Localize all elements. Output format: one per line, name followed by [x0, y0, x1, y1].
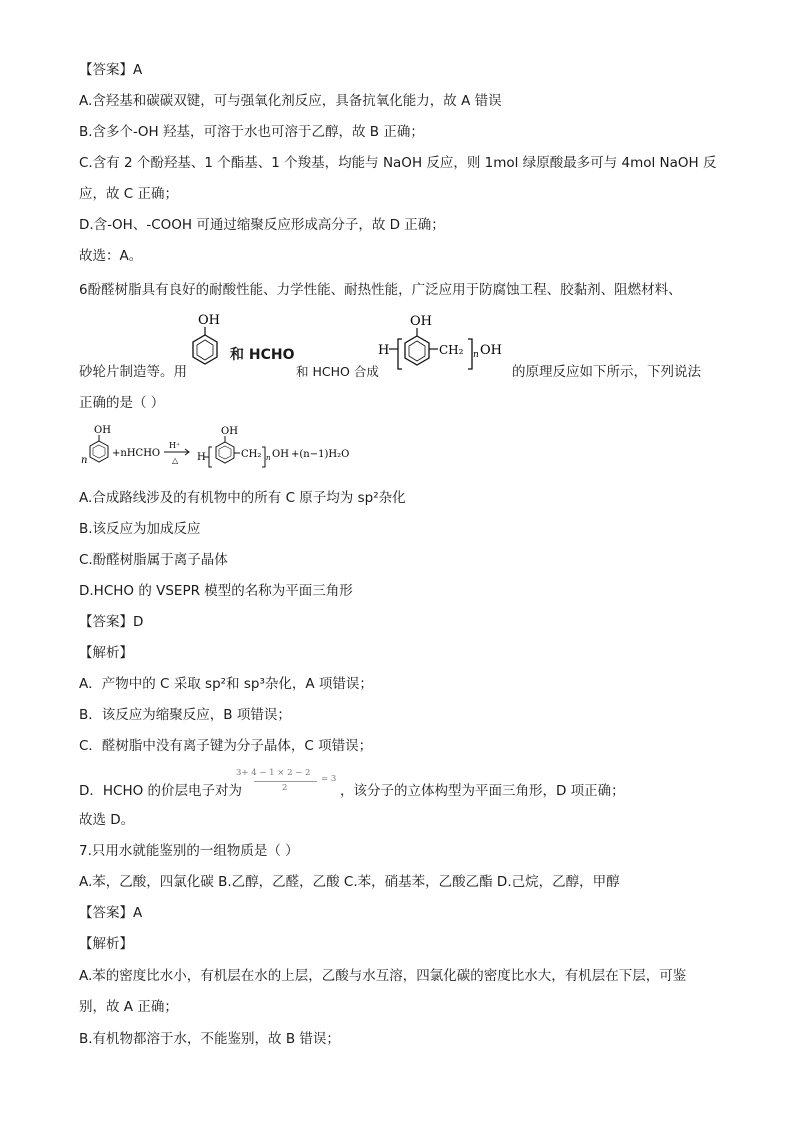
eq-product-n: n [266, 454, 271, 462]
q5-option-c-line2: 应，故 C 正确； [79, 186, 179, 202]
q6-stem-line1: 6酚醛树脂具有良好的耐酸性能、力学性能、耐热性能，广泛应用于防腐蚀工程、胶黏剂、阻燃材料、 [79, 282, 682, 298]
q6-analysis-c: C．醛树脂中没有离子键为分子晶体，C 项错误； [79, 738, 373, 754]
phenol-oh-label: OH [198, 313, 220, 328]
q6-option-c: C.酚醛树脂属于离子晶体 [79, 552, 228, 568]
resin-n-label: n [473, 350, 479, 360]
phenol-structure [186, 311, 222, 377]
q7-stem: 7.只用水就能鉴别的一组物质是（ ） [79, 843, 299, 859]
vsepr-fraction [236, 766, 340, 798]
q7-answer: 【答案】A [79, 905, 143, 921]
eq-product-oh: OH [221, 426, 238, 437]
q6-analysis-d-part2: ，该分子的立体构型为平面三角形，D 项正确； [340, 783, 625, 799]
q6-option-a: A.合成路线涉及的有机物中的所有 C 原子均为 sp²杂化 [79, 490, 406, 506]
resin-structure [376, 311, 516, 377]
q5-option-c-line1: C.含有 2 个酚羟基、1 个酯基、1 个羧基，均能与 NaOH 反应，则 1mol 绿原酸最多可与 4mol NaOH 反 [79, 155, 717, 171]
q6-stem-line2b: 和 HCHO 合成 [296, 364, 379, 379]
fraction-denominator: 2 [282, 783, 288, 793]
q5-option-b: B.含多个-OH 羟基，可溶于水也可溶于乙醇，故 B 正确； [79, 124, 424, 140]
eq-n: n [81, 455, 88, 466]
q6-stem-line3: 正确的是（ ） [79, 395, 165, 411]
q6-answer: 【答案】D [79, 614, 144, 630]
fraction-numerator: 3+ 4 − 1 × 2 − 2 [236, 768, 311, 778]
eq-h: H [197, 452, 206, 463]
q6-option-d: D.HCHO 的 VSEPR 模型的名称为平面三角形 [79, 583, 353, 599]
q6-stem-line2a: 砂轮片制造等。用 [79, 364, 187, 380]
q7-analysis-a-line2: 别，故 A 正确； [79, 999, 178, 1015]
eq-phenol-oh: OH [94, 425, 111, 436]
q7-analysis-a-line1: A.苯的密度比水小，有机层在水的上层，乙酸与水互溶，四氯化碳的密度比水大，有机层在下层，可鉴 [79, 968, 687, 984]
q7-analysis-heading: 【解析】 [79, 936, 133, 952]
resin-oh-label: OH [410, 314, 432, 329]
eq-nhcho: +nHCHO [112, 448, 161, 459]
q6-and-hcho: 和 HCHO [230, 347, 295, 363]
q6-stem-line2c: 的原理反应如下所示，下列说法 [512, 364, 701, 380]
fraction-result: = 3 [321, 774, 337, 784]
eq-water: +(n−1)H₂O [291, 449, 350, 460]
q6-option-b: B.该反应为加成反应 [79, 521, 201, 537]
eq-heat: △ [172, 456, 179, 465]
q6-choose: 故选 D。 [79, 812, 135, 828]
q7-analysis-b: B.有机物都溶于水，不能鉴别，故 B 错误； [79, 1031, 340, 1047]
q5-option-a: A.含羟基和碳碳双键，可与强氧化剂反应，具备抗氧化能力，故 A 错误 [79, 93, 502, 109]
q5-choose: 故选：A。 [79, 248, 143, 264]
resin-ch2-label: CH₂ [439, 343, 464, 357]
q6-analysis-d-part1: D．HCHO 的价层电子对为 [79, 783, 243, 799]
eq-ch2: CH₂ [241, 449, 262, 460]
q6-analysis-heading: 【解析】 [79, 645, 133, 661]
eq-catalyst: H⁺ [169, 441, 181, 450]
q6-analysis-b: B．该反应为缩聚反应，B 项错误； [79, 707, 291, 723]
reaction-equation [79, 420, 379, 476]
resin-h-label: H [378, 343, 390, 358]
q5-option-d: D.含-OH、-COOH 可通过缩聚反应形成高分子，故 D 正确； [79, 217, 445, 233]
q5-answer: 【答案】A [79, 62, 143, 78]
eq-end-oh: OH [272, 449, 289, 460]
q6-analysis-a: A．产物中的 C 采取 sp²和 sp³杂化，A 项错误； [79, 676, 373, 692]
resin-end-oh-label: OH [480, 343, 502, 358]
q7-options: A.苯，乙酸，四氯化碳 B.乙醇，乙醛，乙酸 C.苯，硝基苯，乙酸乙酯 D.己烷，乙醇，甲醇 [79, 874, 620, 890]
